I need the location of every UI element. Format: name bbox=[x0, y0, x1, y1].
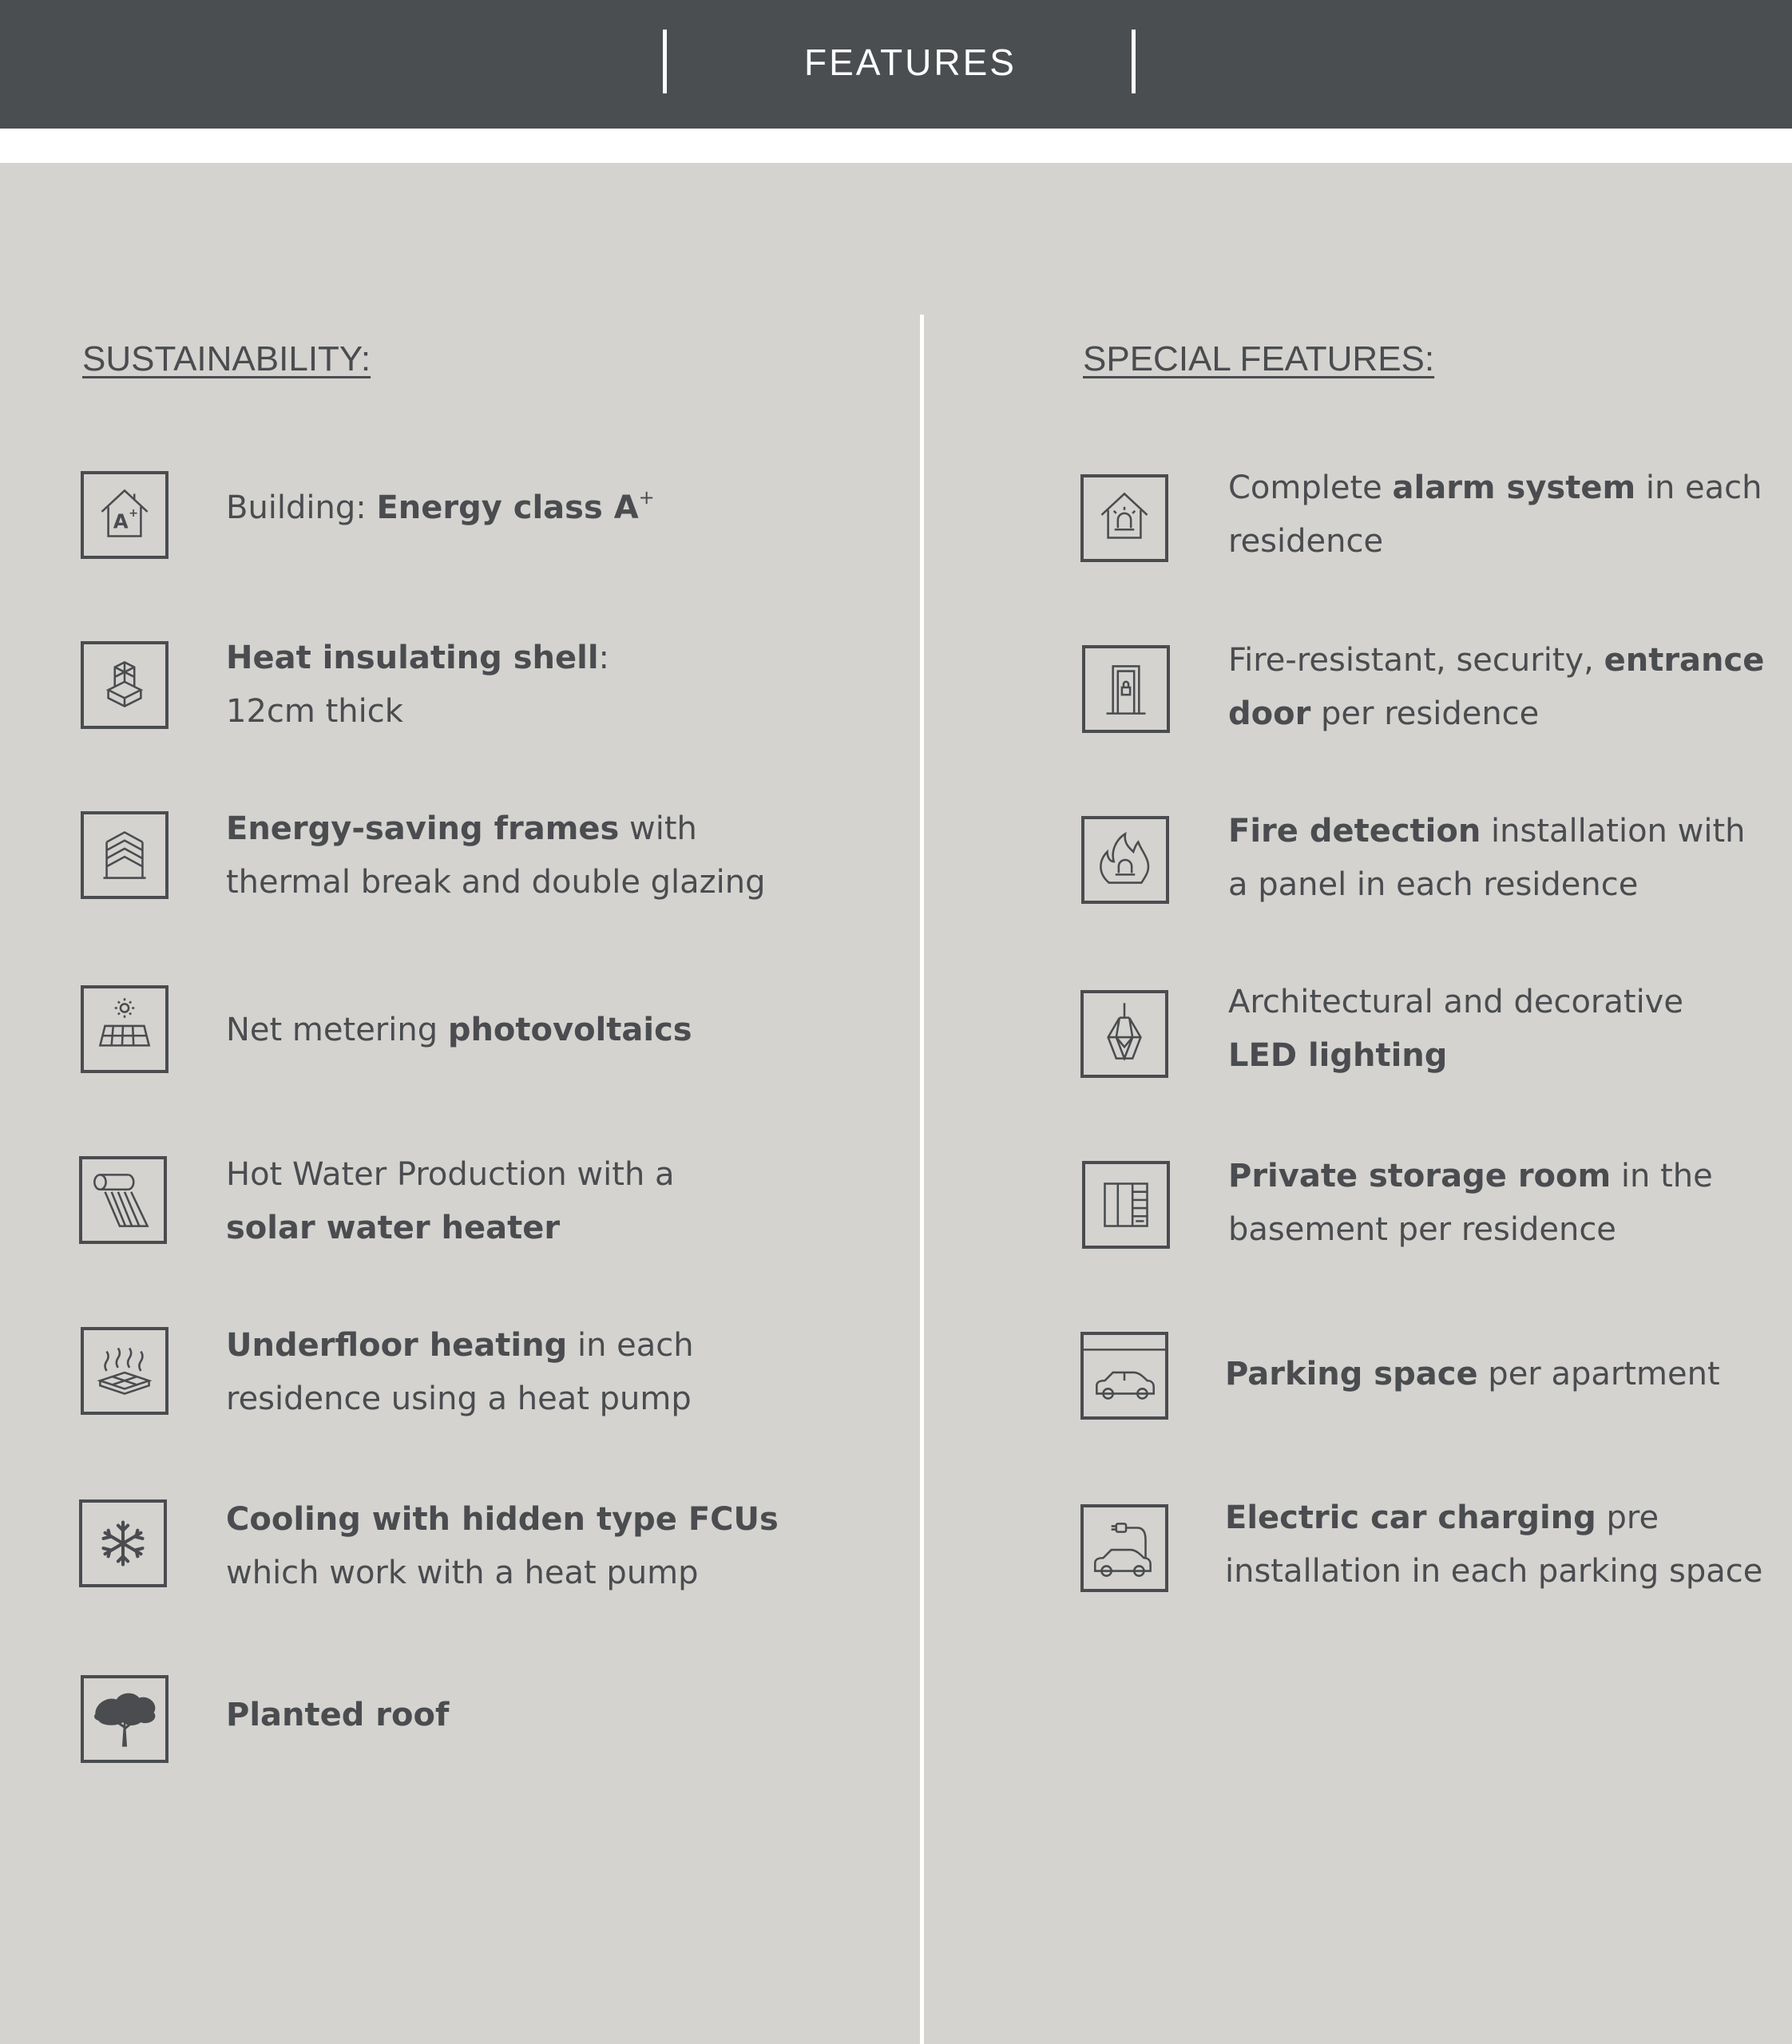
item-bold-text: Parking space bbox=[1225, 1356, 1478, 1392]
item-text: Hot Water Production with a bbox=[226, 1156, 675, 1193]
security-door-icon bbox=[1082, 645, 1170, 733]
item-text: in each bbox=[1635, 469, 1762, 506]
header-right-rule bbox=[1132, 30, 1136, 93]
fire-detection-icon bbox=[1081, 816, 1169, 904]
item-text: in the bbox=[1611, 1158, 1713, 1194]
item-text: residence bbox=[1228, 523, 1384, 560]
insulation-cube-icon bbox=[81, 641, 168, 729]
item-bold-text: solar water heater bbox=[226, 1210, 561, 1246]
item-bold-text: Electric car charging bbox=[1225, 1499, 1596, 1536]
sustainability-item-underfloor bbox=[226, 1319, 694, 1426]
sustainability-item-cooling bbox=[226, 1493, 779, 1600]
energy-class-house-icon bbox=[81, 471, 168, 559]
item-text: thermal break and double glazing bbox=[226, 864, 766, 901]
item-bold-text: Underfloor heating bbox=[226, 1327, 568, 1364]
header-title: FEATURES bbox=[804, 42, 1017, 83]
item-text: pre bbox=[1596, 1499, 1659, 1536]
sustainability-item-frames bbox=[226, 802, 766, 909]
sustainability-item-planted-roof bbox=[226, 1689, 449, 1742]
special-item-fire-detection bbox=[1228, 805, 1745, 912]
item-bold-text: Cooling with hidden type FCUs bbox=[226, 1501, 779, 1538]
special-item-lighting bbox=[1228, 976, 1683, 1083]
special-item-parking bbox=[1225, 1348, 1720, 1401]
item-text: Fire-resistant, security, bbox=[1228, 642, 1604, 679]
solar-panel-icon bbox=[81, 985, 168, 1073]
item-superscript: + bbox=[638, 486, 655, 509]
window-frames-icon bbox=[81, 811, 168, 899]
item-bold-text: Energy-saving frames bbox=[226, 810, 620, 847]
svg-text:A: A bbox=[113, 509, 129, 533]
item-bold-text: LED lighting bbox=[1228, 1037, 1448, 1074]
item-bold-text: door bbox=[1228, 695, 1311, 732]
item-text: basement per residence bbox=[1228, 1211, 1616, 1248]
sustainability-title: SUSTAINABILITY: bbox=[82, 339, 371, 378]
sustainability-item-energy-class bbox=[226, 481, 655, 535]
ev-charging-icon bbox=[1080, 1504, 1168, 1592]
item-text: Net metering bbox=[226, 1012, 448, 1048]
item-text: in each bbox=[567, 1327, 694, 1364]
item-text: per residence bbox=[1310, 695, 1540, 732]
item-bold-text: alarm system bbox=[1392, 469, 1636, 506]
pendant-lamp-icon bbox=[1080, 990, 1168, 1078]
alarm-house-icon bbox=[1080, 474, 1168, 562]
special-features-title: SPECIAL FEATURES: bbox=[1083, 339, 1435, 378]
parking-car-icon bbox=[1080, 1332, 1168, 1420]
item-text: a panel in each residence bbox=[1228, 866, 1639, 903]
special-item-ev-charging bbox=[1225, 1491, 1762, 1598]
special-item-storage bbox=[1228, 1150, 1713, 1257]
item-bold-text: Heat insulating shell bbox=[226, 640, 599, 676]
column-divider bbox=[920, 315, 924, 2044]
item-bold-text: Fire detection bbox=[1228, 813, 1481, 850]
tree-icon bbox=[81, 1675, 168, 1763]
item-bold-text: entrance bbox=[1604, 642, 1765, 679]
item-bold-text: Private storage room bbox=[1228, 1158, 1612, 1194]
item-text: installation in each parking space bbox=[1225, 1553, 1763, 1590]
svg-text:+: + bbox=[129, 507, 139, 521]
special-item-alarm bbox=[1228, 461, 1762, 568]
item-text: per apartment bbox=[1477, 1356, 1720, 1392]
sustainability-item-water-heater bbox=[226, 1148, 675, 1255]
features-panel bbox=[0, 163, 1792, 2044]
item-bold-text: photovoltaics bbox=[447, 1012, 692, 1048]
solar-water-heater-icon bbox=[79, 1156, 167, 1244]
underfloor-heating-icon bbox=[81, 1327, 168, 1415]
header-bar bbox=[0, 0, 1792, 129]
item-text: Complete bbox=[1228, 469, 1393, 506]
sustainability-item-photovoltaics bbox=[226, 1004, 692, 1057]
snowflake-icon bbox=[79, 1499, 167, 1587]
item-text: Building: bbox=[226, 489, 377, 526]
item-text: : bbox=[598, 640, 610, 676]
special-item-door bbox=[1228, 634, 1764, 741]
item-text: Architectural and decorative bbox=[1228, 984, 1683, 1020]
item-text: installation with bbox=[1481, 813, 1746, 850]
item-text: 12cm thick bbox=[226, 693, 403, 730]
item-text: with bbox=[619, 810, 697, 847]
item-text: residence using a heat pump bbox=[226, 1380, 692, 1417]
sustainability-item-insulation bbox=[226, 632, 609, 739]
item-bold-text: Energy class A bbox=[376, 489, 639, 526]
item-bold-text: Planted roof bbox=[226, 1697, 450, 1733]
item-text: which work with a heat pump bbox=[226, 1555, 699, 1591]
storage-shelves-icon bbox=[1082, 1161, 1170, 1249]
